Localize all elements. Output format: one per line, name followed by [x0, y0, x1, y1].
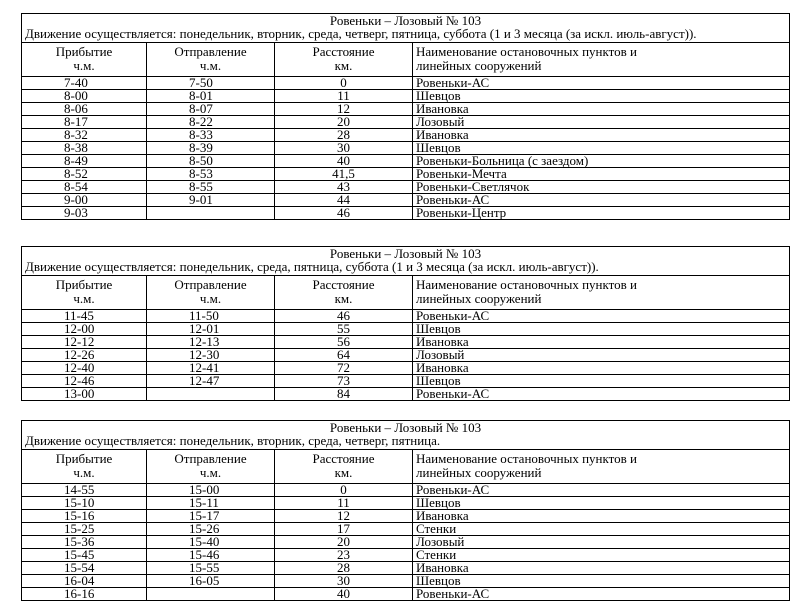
departure-time-cell	[147, 207, 275, 220]
column-header-arrival: Прибытие ч.м.	[22, 43, 147, 77]
arrival-time-cell: 8-06	[22, 103, 147, 116]
stop-name-cell: Лозовый	[413, 536, 790, 549]
arrival-time-cell: 11-45	[22, 310, 147, 323]
table-row	[22, 588, 790, 601]
arrival-time-cell: 8-52	[22, 168, 147, 181]
departure-time-cell: 12-01	[147, 323, 275, 336]
table-row	[22, 142, 790, 155]
arrival-time-cell: 8-32	[22, 129, 147, 142]
arrival-time-cell: 15-25	[22, 523, 147, 536]
stop-name-cell: Ровеньки-Светлячок	[413, 181, 790, 194]
arrival-time-cell: 16-16	[22, 588, 147, 601]
table-row	[22, 310, 790, 323]
arrival-time-cell: 15-10	[22, 497, 147, 510]
stop-name-cell: Шевцов	[413, 575, 790, 588]
table-row	[22, 194, 790, 207]
stop-name-cell: Лозовый	[413, 116, 790, 129]
column-header-arrival: Прибытие ч.м.	[22, 276, 147, 310]
table-row	[22, 510, 790, 523]
distance-cell: 20	[275, 536, 413, 549]
distance-cell: 72	[275, 362, 413, 375]
table-row	[22, 575, 790, 588]
column-header-departure: Отправление ч.м.	[147, 276, 275, 310]
table-row	[22, 155, 790, 168]
arrival-time-cell: 9-00	[22, 194, 147, 207]
distance-cell: 12	[275, 510, 413, 523]
table-row	[22, 323, 790, 336]
arrival-time-cell: 12-12	[22, 336, 147, 349]
departure-time-cell: 12-30	[147, 349, 275, 362]
distance-cell: 23	[275, 549, 413, 562]
route-title: Ровеньки – Лозовый № 103	[329, 246, 482, 261]
departure-time-cell: 8-53	[147, 168, 275, 181]
distance-cell: 73	[275, 375, 413, 388]
distance-cell: 12	[275, 103, 413, 116]
distance-cell: 43	[275, 181, 413, 194]
table-row	[22, 497, 790, 510]
arrival-time-cell: 15-45	[22, 549, 147, 562]
distance-cell: 17	[275, 523, 413, 536]
stop-name-cell: Ровеньки-АС	[413, 388, 790, 401]
stop-name-cell: Ровеньки-АС	[413, 484, 790, 497]
distance-cell: 20	[275, 116, 413, 129]
distance-cell: 30	[275, 142, 413, 155]
departure-time-cell: 15-40	[147, 536, 275, 549]
departure-time-cell: 12-47	[147, 375, 275, 388]
column-header-distance: Расстояние км.	[275, 450, 413, 484]
column-header-stop-name: Наименование остановочных пунктов и линейных сооружений	[413, 276, 790, 310]
departure-time-cell: 11-50	[147, 310, 275, 323]
stop-name-cell: Ивановка	[413, 103, 790, 116]
stop-name-cell: Ивановка	[413, 510, 790, 523]
stop-name-cell: Стенки	[413, 523, 790, 536]
departure-time-cell: 16-05	[147, 575, 275, 588]
route-title: Ровеньки – Лозовый № 103	[329, 420, 482, 435]
distance-cell: 46	[275, 207, 413, 220]
stop-name-cell: Ровеньки-АС	[413, 588, 790, 601]
schedule-table-1	[21, 13, 790, 220]
departure-time-cell	[147, 388, 275, 401]
stop-name-cell: Ровеньки-Больница (с заездом)	[413, 155, 790, 168]
column-header-departure: Отправление ч.м.	[147, 450, 275, 484]
route-title: Ровеньки – Лозовый № 103	[329, 13, 482, 28]
distance-cell: 44	[275, 194, 413, 207]
stop-name-cell: Шевцов	[413, 323, 790, 336]
column-header-arrival: Прибытие ч.м.	[22, 450, 147, 484]
table-row	[22, 375, 790, 388]
arrival-time-cell: 16-04	[22, 575, 147, 588]
arrival-time-cell: 14-55	[22, 484, 147, 497]
stop-name-cell: Ивановка	[413, 562, 790, 575]
stop-name-cell: Ивановка	[413, 336, 790, 349]
departure-time-cell: 8-07	[147, 103, 275, 116]
schedule-header	[22, 421, 790, 450]
table-row	[22, 562, 790, 575]
arrival-time-cell: 8-38	[22, 142, 147, 155]
distance-cell: 84	[275, 388, 413, 401]
arrival-time-cell: 15-16	[22, 510, 147, 523]
operating-days-note: Движение осуществляется: понедельник, вторник, среда, четверг, пятница.	[25, 433, 441, 448]
operating-days-note: Движение осуществляется: понедельник, вторник, среда, четверг, пятница, суббота (1 и 3 месяца (за искл. июль-август)).	[25, 26, 697, 41]
departure-time-cell: 8-01	[147, 90, 275, 103]
arrival-time-cell: 7-40	[22, 77, 147, 90]
arrival-time-cell: 15-54	[22, 562, 147, 575]
distance-cell: 64	[275, 349, 413, 362]
stop-name-cell: Шевцов	[413, 375, 790, 388]
distance-cell: 0	[275, 77, 413, 90]
arrival-time-cell: 9-03	[22, 207, 147, 220]
arrival-time-cell: 12-26	[22, 349, 147, 362]
column-header-distance: Расстояние км.	[275, 276, 413, 310]
distance-cell: 40	[275, 155, 413, 168]
departure-time-cell: 15-00	[147, 484, 275, 497]
distance-cell: 11	[275, 497, 413, 510]
table-row	[22, 181, 790, 194]
table-row	[22, 90, 790, 103]
stop-name-cell: Ивановка	[413, 129, 790, 142]
schedule-table-3	[21, 420, 790, 601]
table-row	[22, 484, 790, 497]
distance-cell: 41,5	[275, 168, 413, 181]
arrival-time-cell: 12-46	[22, 375, 147, 388]
table-row	[22, 349, 790, 362]
distance-cell: 55	[275, 323, 413, 336]
table-row	[22, 103, 790, 116]
departure-time-cell: 15-46	[147, 549, 275, 562]
arrival-time-cell: 8-17	[22, 116, 147, 129]
table-row	[22, 536, 790, 549]
schedule-header	[22, 14, 790, 43]
departure-time-cell: 8-39	[147, 142, 275, 155]
column-header-stop-name: Наименование остановочных пунктов и линейных сооружений	[413, 450, 790, 484]
arrival-time-cell: 8-49	[22, 155, 147, 168]
stop-name-cell: Шевцов	[413, 90, 790, 103]
distance-cell: 28	[275, 129, 413, 142]
distance-cell: 56	[275, 336, 413, 349]
table-row	[22, 116, 790, 129]
stop-name-cell: Ровеньки-АС	[413, 77, 790, 90]
distance-cell: 0	[275, 484, 413, 497]
departure-time-cell: 8-50	[147, 155, 275, 168]
arrival-time-cell: 12-00	[22, 323, 147, 336]
arrival-time-cell: 13-00	[22, 388, 147, 401]
arrival-time-cell: 8-54	[22, 181, 147, 194]
departure-time-cell: 7-50	[147, 77, 275, 90]
table-row	[22, 523, 790, 536]
stop-name-cell: Стенки	[413, 549, 790, 562]
departure-time-cell: 15-55	[147, 562, 275, 575]
departure-time-cell: 8-33	[147, 129, 275, 142]
stop-name-cell: Шевцов	[413, 142, 790, 155]
departure-time-cell: 12-13	[147, 336, 275, 349]
departure-time-cell: 8-22	[147, 116, 275, 129]
departure-time-cell: 8-55	[147, 181, 275, 194]
stop-name-cell: Шевцов	[413, 497, 790, 510]
arrival-time-cell: 12-40	[22, 362, 147, 375]
table-row	[22, 168, 790, 181]
column-header-distance: Расстояние км.	[275, 43, 413, 77]
column-header-stop-name: Наименование остановочных пунктов и линейных сооружений	[413, 43, 790, 77]
arrival-time-cell: 8-00	[22, 90, 147, 103]
departure-time-cell: 9-01	[147, 194, 275, 207]
table-row	[22, 207, 790, 220]
arrival-time-cell: 15-36	[22, 536, 147, 549]
schedule-table-2	[21, 246, 790, 401]
distance-cell: 40	[275, 588, 413, 601]
stop-name-cell: Ровеньки-Центр	[413, 207, 790, 220]
stop-name-cell: Ровеньки-АС	[413, 194, 790, 207]
distance-cell: 46	[275, 310, 413, 323]
table-row	[22, 362, 790, 375]
stop-name-cell: Ровеньки-АС	[413, 310, 790, 323]
departure-time-cell	[147, 588, 275, 601]
schedule-header	[22, 247, 790, 276]
stop-name-cell: Ровеньки-Мечта	[413, 168, 790, 181]
table-row	[22, 77, 790, 90]
departure-time-cell: 12-41	[147, 362, 275, 375]
distance-cell: 28	[275, 562, 413, 575]
departure-time-cell: 15-11	[147, 497, 275, 510]
stop-name-cell: Лозовый	[413, 349, 790, 362]
stop-name-cell: Ивановка	[413, 362, 790, 375]
departure-time-cell: 15-17	[147, 510, 275, 523]
table-row	[22, 129, 790, 142]
table-row	[22, 388, 790, 401]
operating-days-note: Движение осуществляется: понедельник, среда, пятница, суббота (1 и 3 месяца (за искл. июль-август)).	[25, 259, 599, 274]
distance-cell: 11	[275, 90, 413, 103]
departure-time-cell: 15-26	[147, 523, 275, 536]
distance-cell: 30	[275, 575, 413, 588]
column-header-departure: Отправление ч.м.	[147, 43, 275, 77]
table-row	[22, 336, 790, 349]
table-row	[22, 549, 790, 562]
